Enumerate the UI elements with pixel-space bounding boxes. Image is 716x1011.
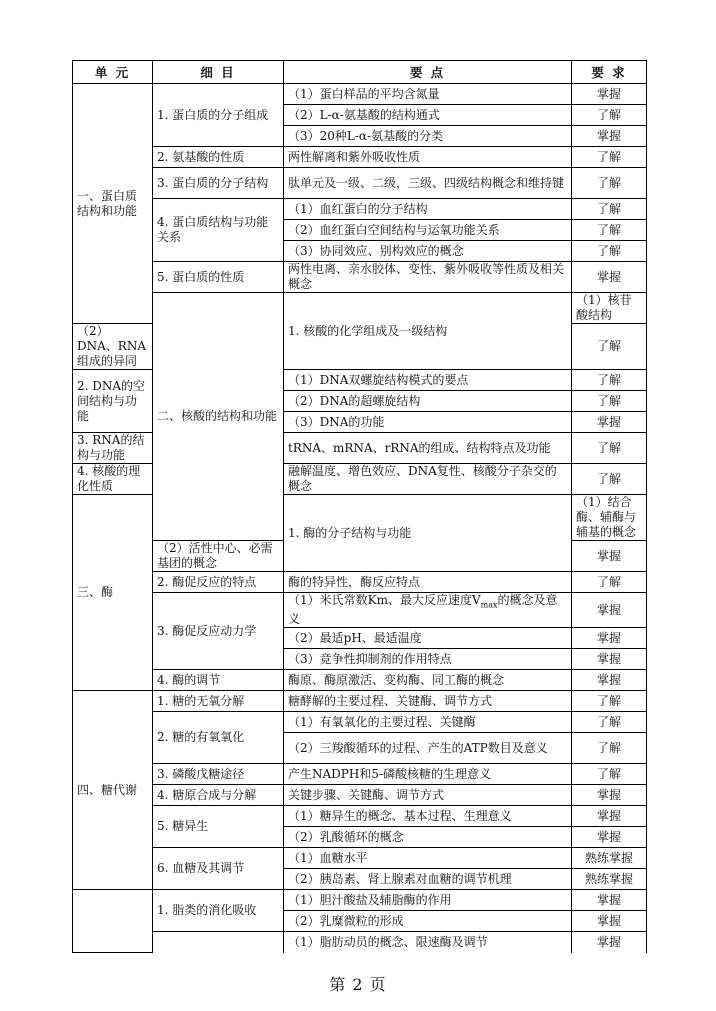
detail-cell: 3. 磷酸戊糖途径 (153, 764, 284, 785)
table-row (73, 670, 647, 691)
unit-cell (73, 890, 153, 953)
table-row (73, 199, 647, 220)
table-row (73, 785, 647, 806)
table-row (73, 932, 647, 953)
detail-cell: 3. 蛋白质的分子结构 (153, 168, 284, 199)
detail-cell: 2. 氨基酸的性质 (153, 147, 284, 168)
point-cell: （2）DNA、RNA组成的异同 (73, 324, 153, 370)
detail-cell: 1. 蛋白质的分子组成 (153, 84, 284, 147)
requirement-cell: 掌握 (572, 932, 647, 953)
point-cell: （2）活性中心、必需基团的概念 (153, 541, 284, 572)
point-cell: （1）蛋白样品的平均含氮量 (284, 84, 572, 105)
point-cell: （1）脂肪动员的概念、限速酶及调节 (284, 932, 572, 953)
page-number: 第 2 页 (329, 975, 387, 994)
table-row (73, 764, 647, 785)
detail-cell: 4. 糖原合成与分解 (153, 785, 284, 806)
requirement-cell: 了解 (572, 220, 647, 241)
table-row (73, 712, 647, 733)
point-cell: （2）L-α-氨基酸的结构通式 (284, 105, 572, 126)
header-unit: 单 元 (73, 61, 153, 84)
detail-cell: 2. 糖的有氧氧化 (153, 712, 284, 764)
table-row (73, 262, 647, 293)
requirement-cell: 掌握 (572, 785, 647, 806)
point-cell: （3）竞争性抑制剂的作用特点 (284, 649, 572, 670)
point-cell: 酶原、酶原激活、变构酶、同工酶的概念 (284, 670, 572, 691)
point-cell: （1）糖异生的概念、基本过程、生理意义 (284, 806, 572, 827)
requirement-cell: 掌握 (572, 84, 647, 105)
table-row (73, 691, 647, 712)
table-row (73, 168, 647, 199)
detail-cell: 1. 酶的分子结构与功能 (284, 495, 572, 572)
point-cell: 关键步骤、关键酶、调节方式 (284, 785, 572, 806)
point-cell: 糖酵解的主要过程、关键酶、调节方式 (284, 691, 572, 712)
point-cell: （3）20种L-α-氨基酸的分类 (284, 126, 572, 147)
requirement-cell: 了解 (572, 691, 647, 712)
point-cell: 两性电离、亲水胶体、变性、紫外吸收等性质及相关概念 (284, 262, 572, 293)
point-cell: （1）血糖水平 (284, 848, 572, 869)
requirement-cell: 掌握 (572, 827, 647, 848)
unit-cell: 四、糖代谢 (73, 691, 153, 890)
point-subscript: max (480, 600, 498, 610)
table-row (73, 84, 647, 105)
detail-cell: 2. DNA的空间结构与功能 (73, 370, 153, 433)
requirement-cell: 了解 (572, 199, 647, 220)
requirement-cell: 掌握 (572, 911, 647, 932)
detail-cell (153, 932, 284, 953)
syllabus-table (72, 60, 647, 953)
table-row (73, 890, 647, 911)
point-cell: 两性解离和紫外吸收性质 (284, 147, 572, 168)
requirement-cell: 了解 (572, 168, 647, 199)
unit-cell: 一、蛋白质结构和功能 (73, 84, 153, 324)
point-cell: （3）DNA的功能 (284, 412, 572, 433)
detail-cell: 1. 糖的无氧分解 (153, 691, 284, 712)
requirement-cell: 掌握 (572, 890, 647, 911)
point-cell: 酶的特异性，酶反应特点 (284, 572, 572, 593)
point-cell (284, 593, 572, 628)
point-cell: （3）协同效应、别构效应的概念 (284, 241, 572, 262)
requirement-cell: 了解 (572, 324, 647, 370)
table-row (73, 293, 647, 324)
requirement-cell: 了解 (572, 391, 647, 412)
requirement-cell: 熟练掌握 (572, 869, 647, 890)
point-cell: （2）乳糜微粒的形成 (284, 911, 572, 932)
table-row (73, 806, 647, 827)
point-cell: （1）核苷酸结构 (572, 293, 647, 324)
requirement-cell: 了解 (572, 464, 647, 495)
requirement-cell: 掌握 (572, 126, 647, 147)
detail-cell: 1. 核酸的化学组成及一级结构 (284, 293, 572, 370)
unit-cell: 三、酶 (73, 495, 153, 691)
table-row (73, 593, 647, 628)
table-row (73, 572, 647, 593)
point-cell: （2）血红蛋白空间结构与运氧功能关系 (284, 220, 572, 241)
requirement-cell: 掌握 (572, 262, 647, 293)
requirement-cell: 了解 (572, 433, 647, 464)
requirement-cell: 了解 (572, 764, 647, 785)
table-row (73, 848, 647, 869)
point-cell: 融解温度、增色效应、DNA复性、核酸分子杂交的概念 (284, 464, 572, 495)
table-row (73, 147, 647, 168)
header-requirement: 要 求 (572, 61, 647, 84)
detail-cell: 3. 酶促反应动力学 (153, 593, 284, 670)
header-point: 要 点 (284, 61, 572, 84)
requirement-cell: 掌握 (572, 628, 647, 649)
requirement-cell: 了解 (572, 370, 647, 391)
point-text: （1）米氏常数Km、最大反应速度V (288, 593, 481, 607)
point-cell: （1）血红蛋白的分子结构 (284, 199, 572, 220)
detail-cell: 1. 脂类的消化吸收 (153, 890, 284, 932)
requirement-cell: 熟练掌握 (572, 848, 647, 869)
header-detail: 细 目 (153, 61, 284, 84)
point-cell: 肽单元及一级、二级，三级、四级结构概念和维持键 (284, 168, 572, 199)
requirement-cell: 了解 (572, 147, 647, 168)
point-cell: （1）有氧氧化的主要过程、关键酶 (284, 712, 572, 733)
requirement-cell: 了解 (572, 105, 647, 126)
point-cell: （2）三羧酸循环的过程、产生的ATP数目及意义 (284, 733, 572, 764)
requirement-cell: 掌握 (572, 593, 647, 628)
point-cell: （1）胆汁酸盐及辅脂酶的作用 (284, 890, 572, 911)
point-cell: （2）DNA的超螺旋结构 (284, 391, 572, 412)
requirement-cell: 掌握 (572, 541, 647, 572)
detail-cell: 3. RNA的结构与功能 (73, 433, 153, 464)
point-text: 的概念及意义 (288, 593, 558, 627)
point-cell: （2）最适pH、最适温度 (284, 628, 572, 649)
detail-cell: 5. 糖异生 (153, 806, 284, 848)
unit-cell: 二、核酸的结构和功能 (153, 293, 284, 541)
requirement-cell: 了解 (572, 712, 647, 733)
requirement-cell: 掌握 (572, 649, 647, 670)
point-cell: （2）胰岛素、肾上腺素对血糖的调节机理 (284, 869, 572, 890)
detail-cell: 5. 蛋白质的性质 (153, 262, 284, 293)
requirement-cell: 了解 (572, 572, 647, 593)
requirement-cell: 掌握 (572, 806, 647, 827)
requirement-cell: 了解 (572, 733, 647, 764)
point-cell: （2）乳酸循环的概念 (284, 827, 572, 848)
requirement-cell: 掌握 (572, 670, 647, 691)
point-cell: （1）DNA双螺旋结构模式的要点 (284, 370, 572, 391)
requirement-cell: 掌握 (572, 412, 647, 433)
header-row (73, 61, 647, 84)
point-cell: （1）结合酶、辅酶与辅基的概念 (572, 495, 647, 541)
detail-cell: 4. 酶的调节 (153, 670, 284, 691)
detail-cell: 4. 蛋白质结构与功能关系 (153, 199, 284, 262)
detail-cell: 6. 血糖及其调节 (153, 848, 284, 890)
detail-cell: 2. 酶促反应的特点 (153, 572, 284, 593)
detail-cell: 4. 核酸的理化性质 (73, 464, 153, 495)
point-cell: 产生NADPH和5-磷酸核糖的生理意义 (284, 764, 572, 785)
requirement-cell: 了解 (572, 241, 647, 262)
point-cell: tRNA、mRNA、rRNA的组成、结构特点及功能 (284, 433, 572, 464)
